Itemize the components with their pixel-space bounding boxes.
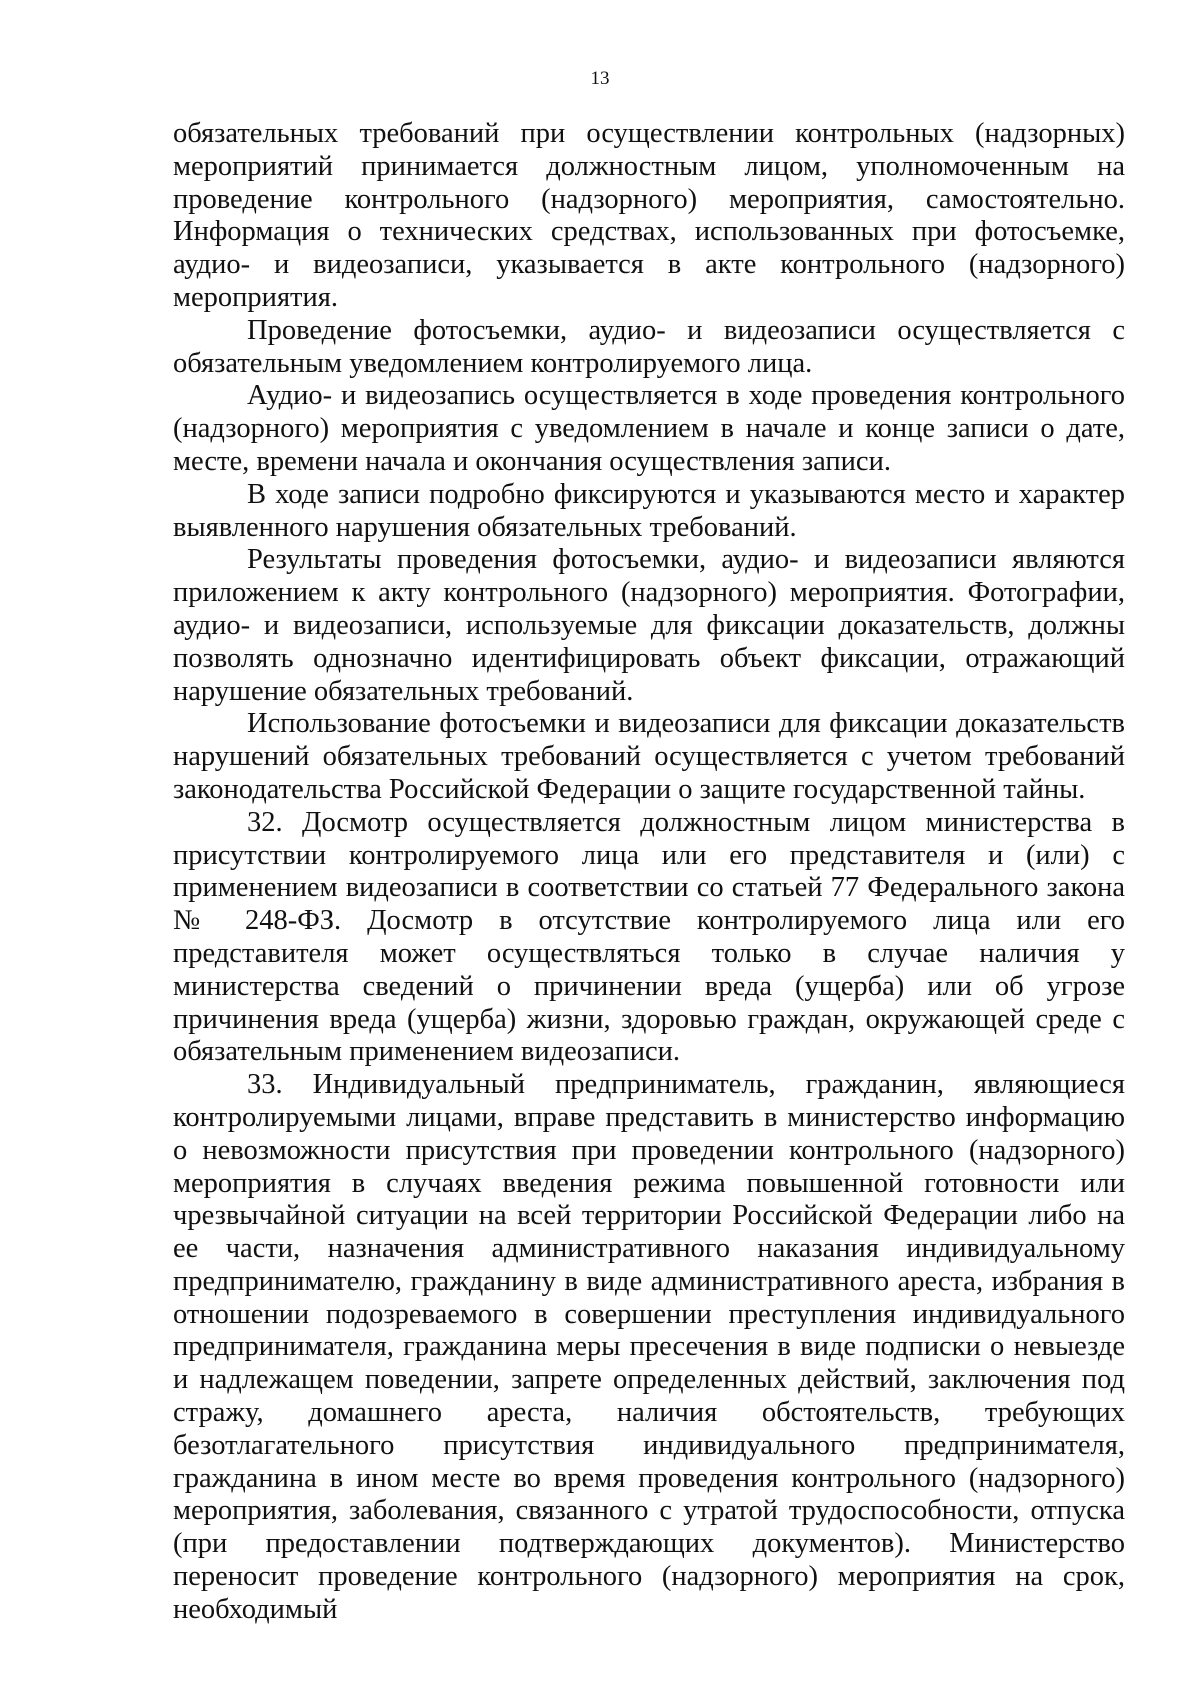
paragraph-results: Результаты проведения фотосъемки, аудио- и видеозаписи являются приложением к акту контрольного (надзорного) мероприятия. Фотографии, аудио- и видеозаписи, используемые для фиксации доказательств, должны позволять однозначно идентифицировать объект фиксации, отражающий нарушение обязательных требований. xyxy=(173,544,1125,707)
paragraph-recording: Аудио- и видеозапись осуществляется в ходе проведения контрольного (надзорного) мероприятия с уведомлением в начале и конце записи о дате, месте, времени начала и окончания осуществления записи. xyxy=(173,380,1125,477)
paragraph-item-32: 32. Досмотр осуществляется должностным лицом министерства в присутствии контролируемого лица или его представителя и (или) с применением видеозаписи в соответствии со статьей 77 Федерального закона № 248-ФЗ. Досмотр в отсутствие контролируемого лица или его представителя может осуществляться только в случае наличия у министерства сведений о причинении вреда (ущерба) или об угрозе причинения вреда (ущерба) жизни, здоровью граждан, окружающей среде с обязательным применением видеозаписи. xyxy=(173,806,1125,1068)
paragraph-item-33: 33. Индивидуальный предприниматель, гражданин, являющиеся контролируемыми лицами, вправе представить в министерство информацию о невозможности присутствия при проведении контрольного (надзорного) мероприятия в случаях введения режима повышенной готовности или чрезвычайной ситуации на всей территории Российской Федерации либо на ее части, назначения административного наказания индивидуальному предпринимателю, гражданину в виде административного ареста, избрания в отношении подозреваемого в совершении преступления индивидуального предпринимателя, гражданина меры пресечения в виде подписки о невыезде и надлежащем поведении, запрете определенных действий, заключения под стражу, домашнего ареста, наличия обстоятельств, требующих безотлагательного присутствия индивидуального предпринимателя, гражданина в ином месте во время проведения контрольного (надзорного) мероприятия, заболевания, связанного с утратой трудоспособности, отпуска (при предоставлении подтверждающих документов). Министерство переносит проведение контрольного (надзорного) мероприятия на срок, необходимый xyxy=(173,1069,1125,1625)
paragraph-details: В ходе записи подробно фиксируются и указываются место и характер выявленного нарушения обязательных требований. xyxy=(173,478,1125,543)
document-body xyxy=(173,118,1125,1627)
paragraph-secrecy: Использование фотосъемки и видеозаписи для фиксации доказательств нарушений обязательных требований осуществляется с учетом требований законодательства Российской Федерации о защите государственной тайны. xyxy=(173,708,1125,805)
paragraph-continuation: обязательных требований при осуществлении контрольных (надзорных) мероприятий принимается должностным лицом, уполномоченным на проведение контрольного (надзорного) мероприятия, самостоятельно. Информация о технических средствах, использованных при фотосъемке, аудио- и видеозаписи, указывается в акте контрольного (надзорного) мероприятия. xyxy=(173,118,1125,313)
page-number: 13 xyxy=(590,68,610,89)
paragraph-notification: Проведение фотосъемки, аудио- и видеозаписи осуществляется с обязательным уведомлением контролируемого лица. xyxy=(173,314,1125,379)
